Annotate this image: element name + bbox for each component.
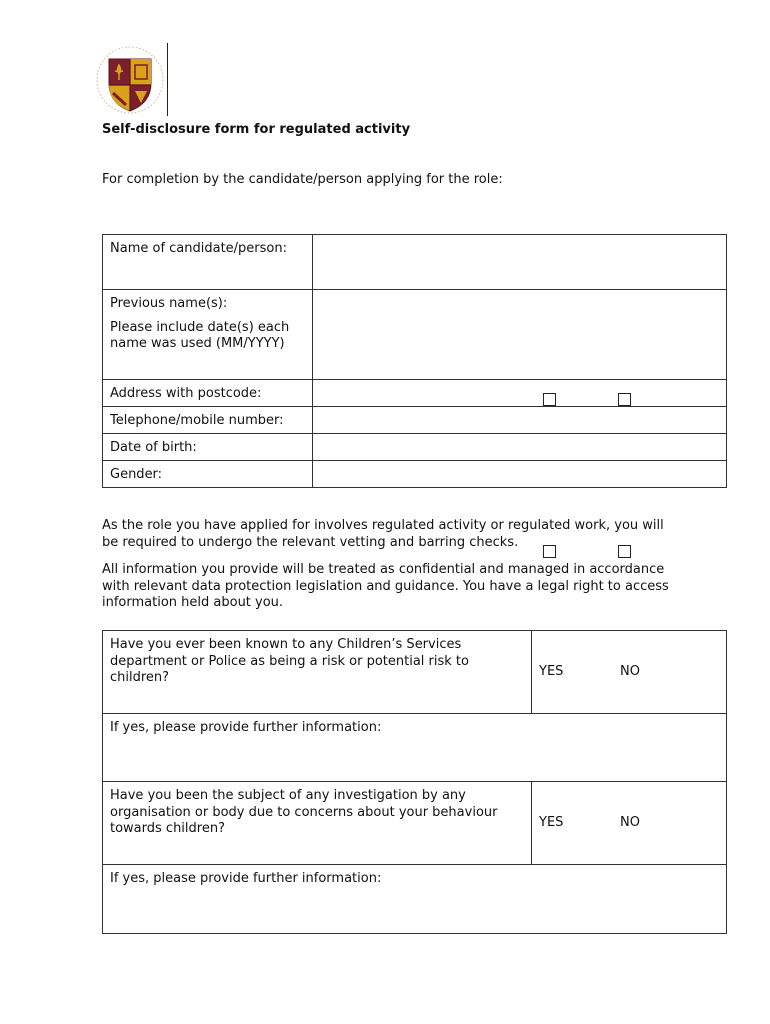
question-1-text: Have you ever been known to any Children’s Services department or Police as being a risk or potential risk to children?	[103, 631, 532, 714]
previous-names-label: Previous name(s):	[110, 296, 228, 311]
personal-details-table	[102, 234, 727, 488]
no-checkbox-1[interactable]	[618, 393, 631, 406]
dob-field[interactable]	[313, 434, 727, 461]
question-2-text: Have you been the subject of any investigation by any organisation or body due to concerns about your behaviour towards children?	[103, 782, 532, 865]
question-2-no-option[interactable]: NO	[620, 814, 640, 830]
address-label: Address with postcode:	[103, 380, 313, 407]
name-field[interactable]	[313, 235, 727, 290]
yes-checkbox-1[interactable]	[543, 393, 556, 406]
name-label: Name of candidate/person:	[103, 235, 313, 290]
telephone-field[interactable]	[313, 407, 727, 434]
question-1-answer	[532, 631, 727, 714]
school-crest-logo	[95, 45, 165, 115]
previous-names-field[interactable]	[313, 290, 727, 380]
question-2-answer	[532, 782, 727, 865]
question-2-further-info[interactable]: If yes, please provide further information:	[103, 865, 727, 934]
confidentiality-paragraph: All information you provide will be treated as confidential and managed in accordance with relevant data protection legislation and guidance. You have a legal right to access information held about you.	[102, 562, 669, 610]
question-1-yes-option[interactable]: YES	[539, 663, 564, 679]
intro-text: For completion by the candidate/person applying for the role:	[102, 172, 503, 187]
questions-table	[102, 630, 727, 934]
previous-names-note: Please include date(s) each name was used (MM/YYYY)	[110, 319, 290, 351]
regulated-activity-paragraph: As the role you have applied for involves regulated activity or regulated work, you will be required to undergo the relevant vetting and barring checks.	[102, 518, 664, 550]
previous-names-cell	[103, 290, 313, 380]
question-1-further-info[interactable]: If yes, please provide further information:	[103, 714, 727, 782]
question-2-yes-option[interactable]: YES	[539, 814, 564, 830]
gender-label: Gender:	[103, 461, 313, 488]
form-title: Self-disclosure form for regulated activity	[102, 122, 411, 137]
question-1-no-option[interactable]: NO	[620, 663, 640, 679]
dob-label: Date of birth:	[103, 434, 313, 461]
header-divider	[167, 43, 168, 116]
gender-field[interactable]	[313, 461, 727, 488]
address-field[interactable]	[313, 380, 727, 407]
telephone-label: Telephone/mobile number:	[103, 407, 313, 434]
